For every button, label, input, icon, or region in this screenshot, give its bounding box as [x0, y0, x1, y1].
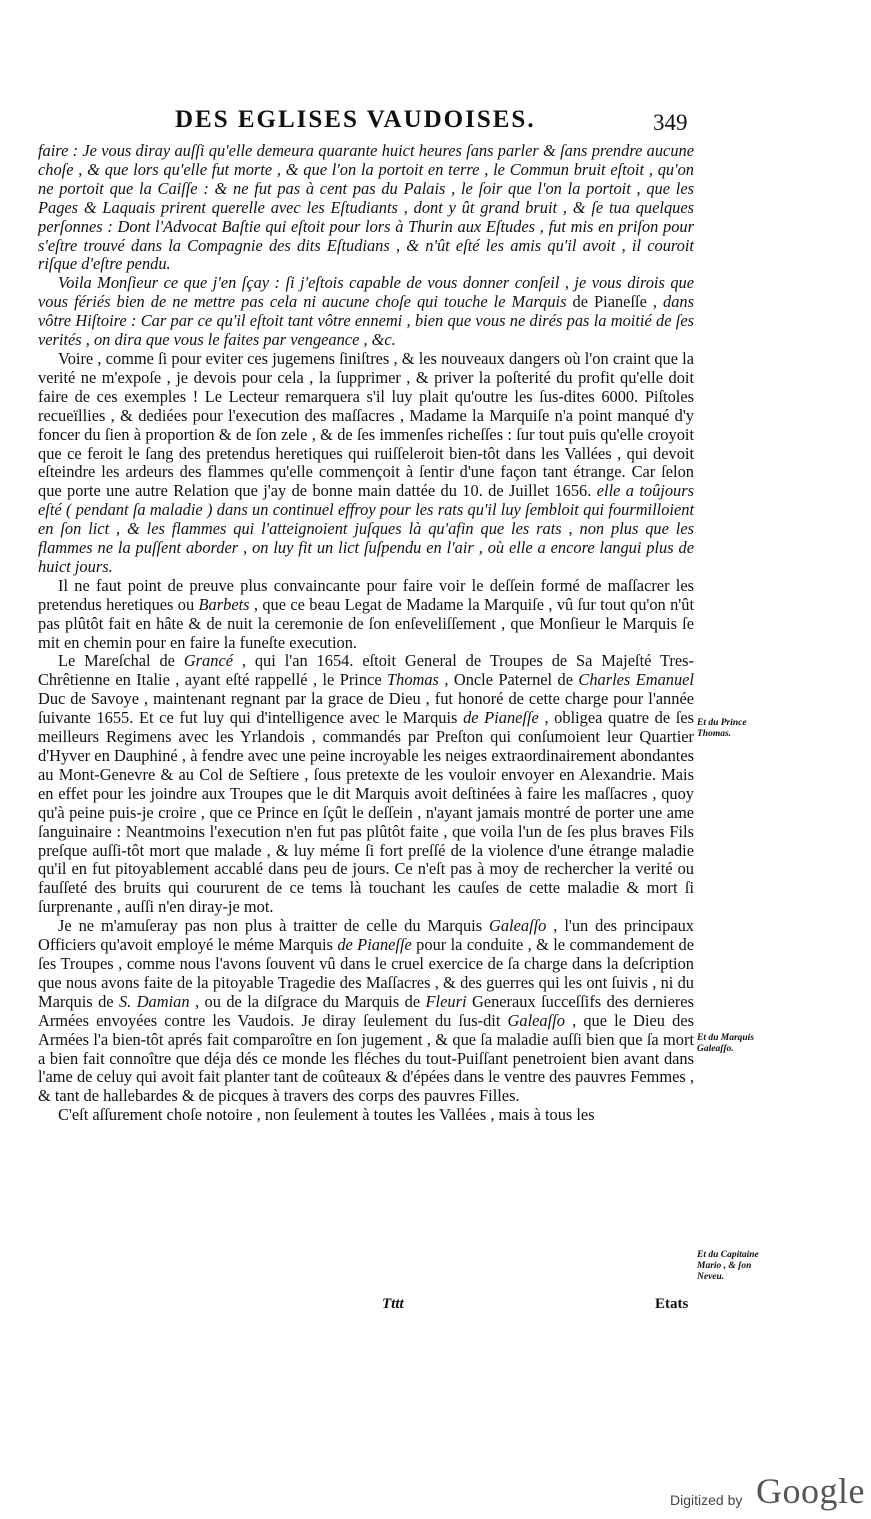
text-run: Voire , comme ſi pour eviter ces jugemens ſiniſtres , & les nouveaux dangers où l'on craint que la verité ne m'expoſe , je devois pour cela , la ſupprimer , & priver la poſterité du profit qu'elle doit faire de ces exemples ! Le Lecteur remarquera s'il luy plait qu'outre les ſus-dites 6000. Piſtoles recueïllies , & dediées pour l'execution des maſſacres , Madame la Marquiſe n'a point manqué d'y foncer du ſien à proportion & de ſon zele , & de ſes immenſes richeſſes : ſur tout puis qu'elle croyoit que ce feroit le ſang des pretendus heretiques qui ruiſſeleroit bien-tôt dans les Vallées , qui devoit eſteindre les ardeurs des flammes qu'elle commençoit à ſentir d'une façon tant étrange. Car ſelon que porte une autre Relation que j'ay de bonne main dattée du 10. de Juillet 1656.: [38, 348, 694, 501]
margin-note-galeasso: Et du Marquis Galeaſſo.: [697, 1033, 755, 1054]
text-run: Le Mareſchal de: [58, 651, 184, 671]
text-run: , ou de la diſgrace du Marquis de: [189, 991, 426, 1011]
text-run: , l'un des principaux Officiers qu'avoit employé le méme Marquis: [38, 916, 694, 955]
signature-mark: Tttt: [382, 1296, 404, 1312]
text-run: Voila Monſieur ce que j'en ſçay : ſi j'eſtois capable de vous donner conſeil , je vous dirois que vous fériés bien de ne mettre pas cela ni aucune choſe qui touche le Marquis: [38, 273, 694, 312]
margin-note-prince-thomas: Et du Prince Thomas.: [697, 718, 747, 739]
text-run: Galeaſſo: [507, 1010, 565, 1030]
text-run: Galeaſſo: [489, 916, 547, 936]
text-run: de Pianeſſe: [337, 935, 412, 955]
paragraph: [38, 350, 694, 577]
text-run: Barbets: [198, 594, 250, 614]
text-run: de Pianeſſe: [572, 292, 647, 312]
text-run: Generaux ſucceſſifs des dernieres Armées envoyées contre les Vaudois. Je diray ſeulement du ſus-dit: [38, 991, 694, 1030]
text-run: Thomas: [387, 670, 439, 690]
paragraph: [38, 1106, 694, 1125]
google-logo: Google: [756, 1471, 865, 1511]
text-run: , obligea quatre de ſes meilleurs Regimens avec les Yrlandois , commandés par Preſton qui conſumoient leur Quartier d'Hyver en Dauphiné , à fendre avec une peine incroyable les neiges extraordinairement abondantes au Mont-Genevre & au Col de Seſtiere , ſous pretexte de les vouloir envoyer en Alexandrie. Mais en effet pour les joindre aux Troupes que le dit Marquis avoit deſtinées à faire les maſſacres , quoy qu'à peine puis-je croire , que ce Prince en ſçût le deſſein , n'ayant jamais montré de porter une ame ſanguinaire : Neantmoins l'execution n'en fut pas plûtôt faite , que voila l'un de ſes plus braves Fils preſque auſſi-tôt mort que malade , & luy méme ſi fort preſſé de la violence d'une étrange maladie qu'il en fut pitoyablement accablé dans peu de jours. Ce n'eſt pas à moy de rechercher la verité ou fauſſeté des bruits qui coururent de ce tems là touchant les cauſes de cette maladie & mort ſi ſurprenante , auſſi n'en diray-je mot.: [38, 708, 694, 917]
text-run: S. Damian: [118, 991, 190, 1011]
digitized-watermark: [670, 1470, 870, 1512]
paragraph: [38, 142, 694, 274]
text-run: Je ne m'amuſeray pas non plus à traitter de celle du Marquis: [58, 916, 490, 936]
text-run: Grancé: [183, 651, 233, 671]
text-run: Fleuri: [425, 991, 467, 1011]
text-run: , qui l'an 1654. eſtoit General de Troupes de Sa Majeſté Tres-Chrêtienne en Italie , ayant eſté rappellé , le Prince: [38, 651, 694, 690]
page-number: 349: [653, 110, 688, 135]
text-run: , que le Dieu des Armées l'a bien-tôt aprés fait comparoître en ſon jugement , & que ſa maladie auſſi bien que ſa mort a bien fait connoître que déja dés ce monde les fléches du tout-Puiſſant penetroient bien avant dans l'ame de celuy qui avoit fait planter tant de coûteaux & d'épées dans le ventre des pauvres Femmes , & tant de hallebardes & de picques à travers des corps des pauvres Filles.: [38, 1010, 694, 1106]
text-run: pour la conduite , & le commandement de ſes Troupes , comme nous l'avons ſouvent vû dans le cruel exercice de ſa charge dans la deſcription que nous avons faite de la pitoyable Tragedie des Maſſacres , & des guerres qui les ont ſuivis , ni du Marquis de: [38, 935, 695, 1011]
text-run: , que ce beau Legat de Madame la Marquiſe , vû ſur tout qu'on n'ût pas plûtôt fait en hâte & de nuit la ceremonie de ſon enſeveliſſement , que Monſieur le Marquis ſe mit en chemin pour en faire la funeſte execution.: [38, 594, 694, 652]
text-run: Il ne faut point de preuve plus convaincante pour faire voir le deſſein formé de maſſacrer les pretendus heretiques ou: [38, 575, 694, 614]
paragraph: [38, 652, 694, 917]
text-run: de Pianeſſe: [463, 708, 539, 728]
running-title: DES EGLISES VAUDOISES.: [175, 106, 536, 133]
text-run: , Oncle Paternel de: [438, 670, 579, 690]
text-run: Charles Emanuel: [578, 670, 694, 690]
watermark-prefix: Digitized by: [670, 1492, 743, 1508]
text-run: faire : Je vous diray auſſi qu'elle demeura quarante huict heures ſans parler & ſans prendre aucune choſe , & que lors qu'elle fut morte , & que l'on la portoit en terre , le Commun bruit eſtoit , qu'on ne portoit que la Caiſſe : & ne fut pas à cent pas du Palais , le ſoir que l'on la portoit , que les Pages & Laquais prirent querelle avec les Eſtudiants , dont y ût grand bruit , & ſe tua quelques perſonnes : Dont l'Advocat Baſtie qui eſtoit pour lors à Thurin aux Eſtudes , fut mis en priſon pour s'eſtre trouvé dans la Compagnie des dits Eſtudians , & n'ût eſté les amis qu'il avoit , il couroit riſque d'eſtre pendu.: [38, 141, 694, 274]
text-run: elle a toûjours eſté ( pendant ſa maladie ) dans un continuel effroy pour les rats qu'il luy ſembloit qui fourmilloient en ſon lict , & les flammes qui l'atteignoient juſques là qu'afin que les rats , non plus que les flammes ne la puſſent aborder , on luy fit un lict ſuſpendu en l'air , où elle a encore langui plus de huict jours.: [38, 481, 694, 576]
text-run: Duc de Savoye , maintenant regnant par la grace de Dieu , fut honoré de cette charge pour l'année ſuivante 1655. Et ce fut luy qui d'intelligence avec le Marquis: [38, 689, 694, 728]
catchword: Etats: [655, 1296, 689, 1312]
main-text: [38, 142, 694, 1125]
paragraph: [38, 577, 694, 653]
running-header: [0, 106, 871, 140]
text-run: , dans vôtre Hiſtoire : Car par ce qu'il eſtoit tant vôtre ennemi , bien que vous ne dirés pas la moitié de ſes verités , on dira que vous le faites par vengeance , &c.: [38, 292, 694, 350]
margin-note-mario: Et du Capitaine Mario , & ſon Neveu.: [697, 1250, 759, 1282]
text-run: C'eſt aſſurement choſe notoire , non ſeulement à toutes les Vallées , mais à tous les: [58, 1105, 595, 1125]
paragraph: [38, 274, 694, 350]
paragraph: [38, 917, 694, 1106]
